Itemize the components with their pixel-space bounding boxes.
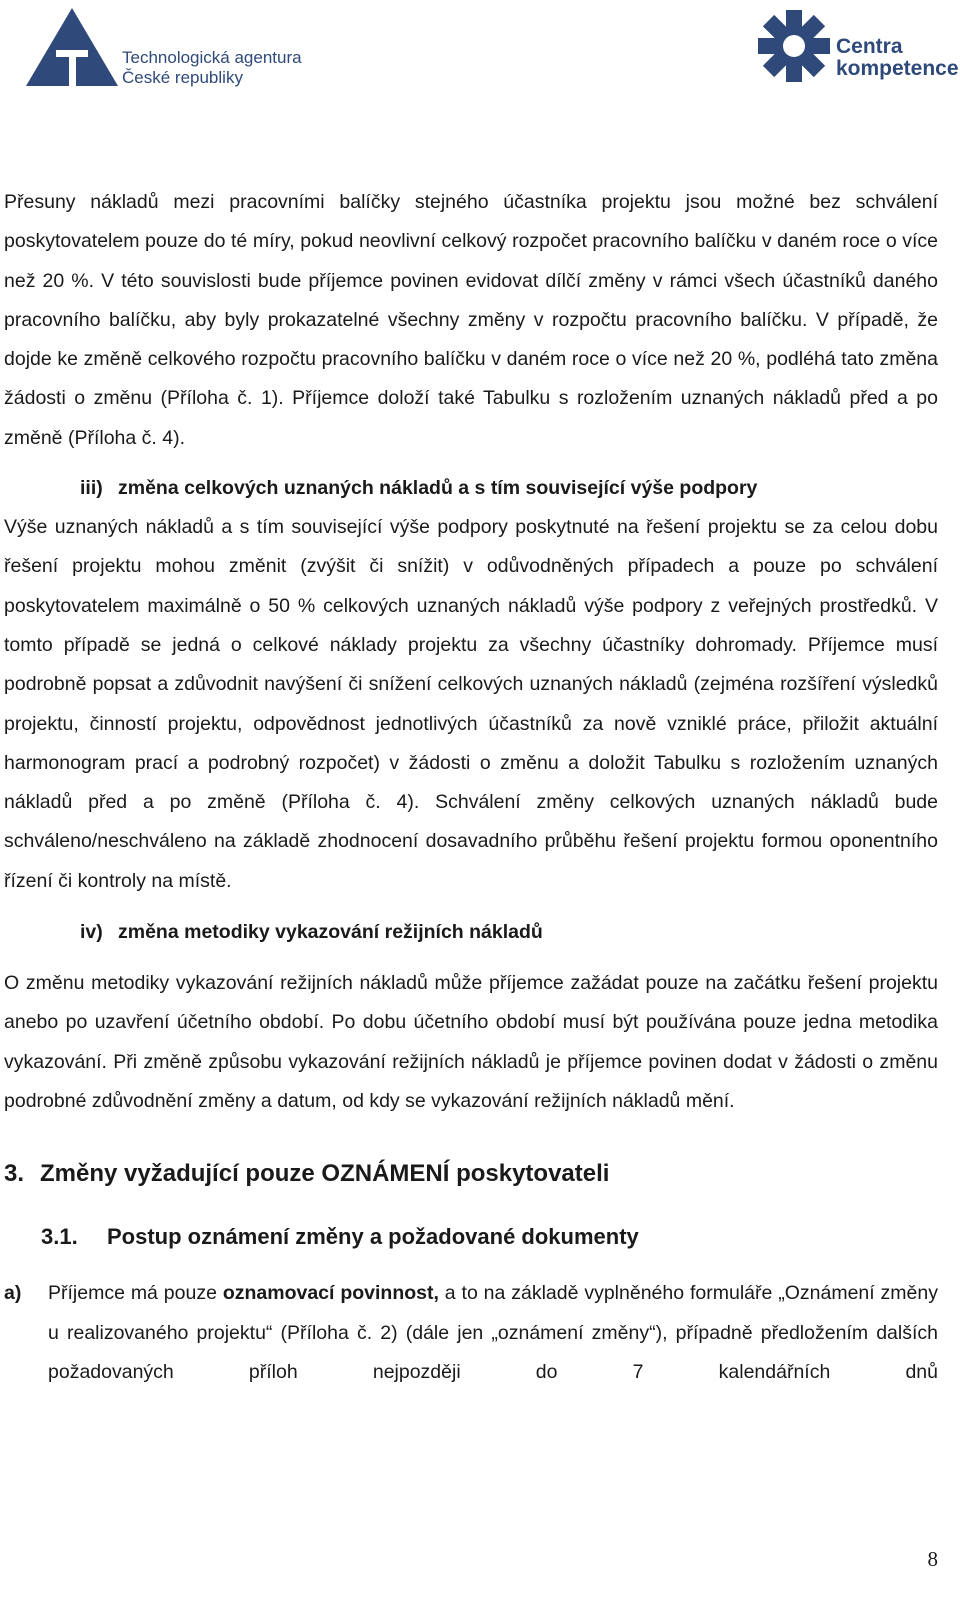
section-heading-3 xyxy=(4,1154,938,1194)
subheading-iv-title: změna metodiky vykazování režijních nákladů xyxy=(118,921,543,944)
subheading-iii-number: iii) xyxy=(80,477,103,500)
centra-kompetence-logo-icon xyxy=(756,8,832,84)
subheading-iv xyxy=(80,913,938,952)
section-heading-3-1-number: 3.1. xyxy=(41,1224,78,1250)
subheading-iii-title: změna celkových uznaných nákladů a s tím související výše podpory xyxy=(118,477,758,500)
list-item-a-text xyxy=(48,1274,938,1392)
list-item-a-post: a to na základě vyplněného formuláře „Oznámení změny u realizovaného projektu“ (Příloha č. 2) (dále jen „oznámení změny“), případně předložením dalších požadovaných příloh nejpozději do 7 kalendářních dnů xyxy=(48,1282,938,1383)
section-heading-3-number: 3. xyxy=(4,1160,25,1188)
section-heading-3-1-title: Postup oznámení změny a požadované dokumenty xyxy=(107,1224,639,1250)
tacr-logo-icon xyxy=(26,6,122,90)
paragraph-total-costs: Výše uznaných nákladů a s tím související výše podpory poskytnuté na řešení projektu se za celou dobu řešení projektu mohou změnit (zvýšit či snížit) v odůvodněných případech a pouze po schválení poskytovatelem maximálně o 50 % celkových uznaných nákladů výše podpory z veřejných prostředků. V tomto případě se jedná o celkové náklady projektu za všechny účastníky dohromady. Příjemce musí podrobně popsat a zdůvodnit navýšení či snížení celkových uznaných nákladů (zejména rozšíření výsledků projektu, činností projektu, odpovědnost jednotlivých účastníků za nově vzniklé práce, přiložit aktuální harmonogram prací a podrobný rozpočet) v žádosti o změnu a doložit Tabulku s rozložením uznaných nákladů před a po změně (Příloha č. 4). Schválení změny celkových uznaných nákladů bude schváleno/neschváleno na základě zhodnocení dosavadního průběhu řešení projektu formou oponentního řízení či kontroly na místě. xyxy=(4,516,938,892)
ck-logo-line1: Centra xyxy=(836,35,903,58)
list-item-a-bold: oznamovací povinnost, xyxy=(222,1282,439,1305)
tacr-logo xyxy=(26,6,346,90)
list-item-a xyxy=(4,1274,938,1392)
tacr-logo-line2: České republiky xyxy=(122,68,243,87)
document-body xyxy=(4,183,938,1392)
paragraph-budget-shifts: Přesuny nákladů mezi pracovními balíčky stejného účastníka projektu jsou možné bez schválení poskytovatelem pouze do té míry, pokud neovlivní celkový rozpočet pracovního balíčku v daném roce o více než 20 %. V této souvislosti bude příjemce povinen evidovat dílčí změny v rámci všech účastníků daného pracovního balíčku, aby byly prokazatelné všechny změny v rozpočtu pracovního balíčku. V případě, že dojde ke změně celkového rozpočtu pracovního balíčku v daném roce o více než 20 %, podléhá tato změna žádosti o změnu (Příloha č. 1). Příjemce doloží také Tabulku s rozložením uznaných nákladů před a po změně (Příloha č. 4). xyxy=(4,191,938,449)
paragraph-overhead-methodology: O změnu metodiky vykazování režijních nákladů může příjemce zažádat pouze na začátku řešení projektu anebo po uzavření účetního období. Po dobu účetního období musí být používána pouze jedna metodika vykazování. Při změně způsobu vykazování režijních nákladů je příjemce povinen dodat v žádosti o změnu podrobné zdůvodnění změny a datum, od kdy se vykazování režijních nákladů mění. xyxy=(4,972,938,1112)
subheading-iv-number: iv) xyxy=(80,921,103,944)
section-heading-3-title: Změny vyžadující pouze OZNÁMENÍ poskytovateli xyxy=(40,1160,610,1188)
tacr-logo-line1: Technologická agentura xyxy=(122,48,302,67)
page-number: 8 xyxy=(927,1547,938,1571)
section-heading-3-1 xyxy=(41,1217,938,1257)
subheading-iii xyxy=(80,469,938,508)
centra-kompetence-logo xyxy=(756,8,959,88)
list-item-a-pre: Příjemce má pouze xyxy=(48,1282,223,1305)
list-item-a-label: a) xyxy=(4,1282,22,1305)
ck-logo-line2: kompetence xyxy=(836,57,959,80)
